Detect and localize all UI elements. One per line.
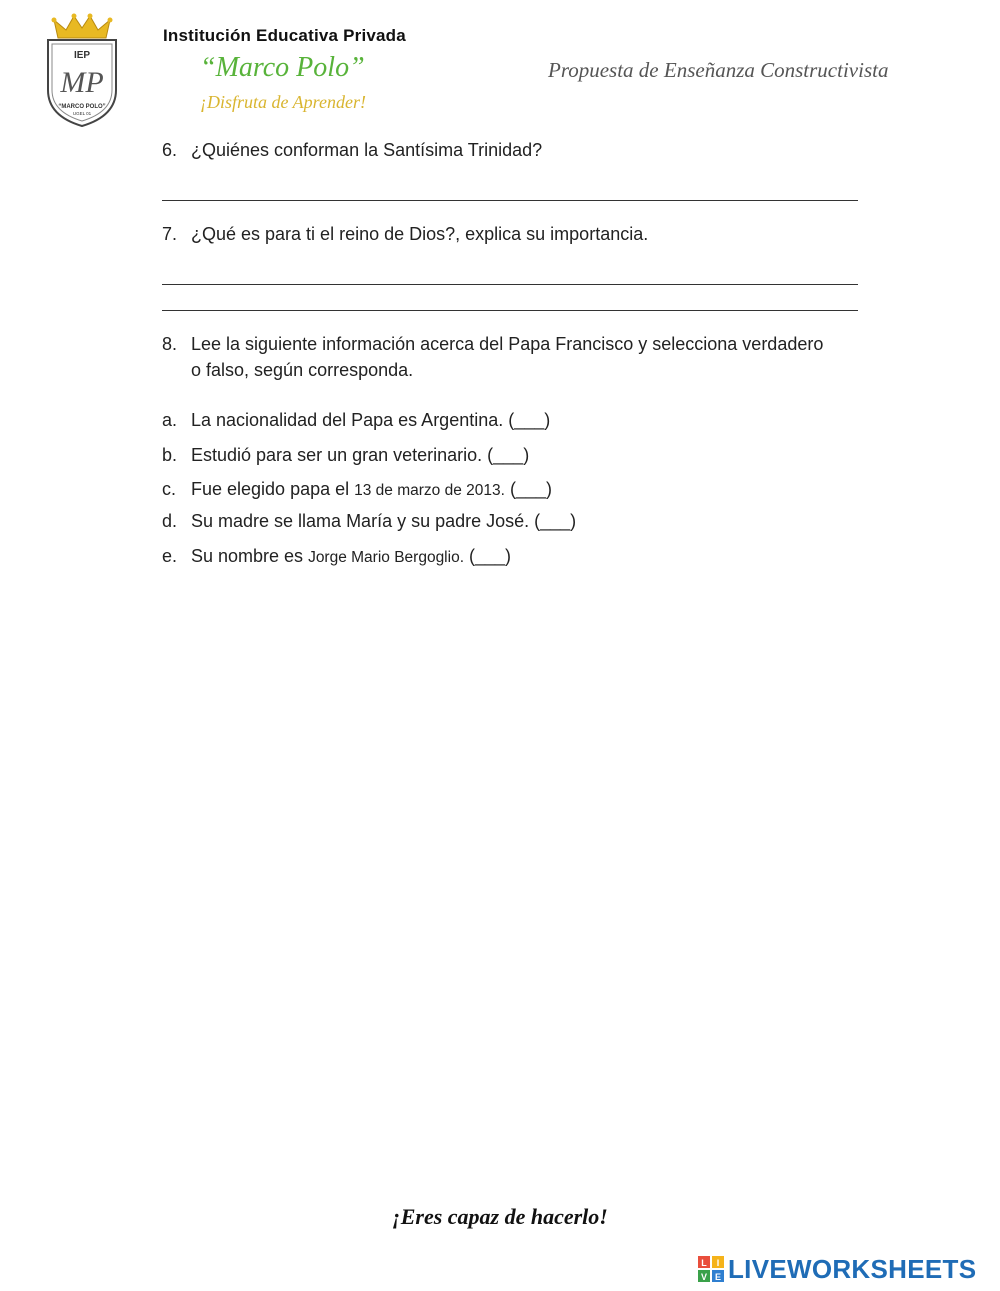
question-text: Lee la siguiente información acerca del Papa Francisco y selecciona verdadero o falso, según corresponda. bbox=[191, 334, 824, 380]
question-number: 8. bbox=[162, 334, 178, 354]
svg-text:E: E bbox=[714, 1272, 722, 1282]
option-letter: d. bbox=[162, 511, 178, 531]
question-number: 6. bbox=[162, 140, 178, 160]
question-8 bbox=[162, 331, 831, 383]
option-date: 13 de marzo de 2013. bbox=[354, 482, 505, 499]
svg-text:L: L bbox=[701, 1258, 707, 1268]
option-c bbox=[162, 479, 552, 500]
school-slogan: ¡Disfruta de Aprender! bbox=[200, 92, 366, 112]
svg-text:I: I bbox=[716, 1258, 720, 1268]
question-7 bbox=[162, 221, 831, 247]
proposal-title: Propuesta de Enseñanza Constructivista bbox=[548, 58, 889, 82]
question-text: ¿Quiénes conforman la Santísima Trinidad? bbox=[191, 140, 543, 160]
option-blank[interactable]: (___) bbox=[504, 479, 552, 499]
option-letter: c. bbox=[162, 479, 177, 499]
liveworksheets-brand[interactable] bbox=[698, 1254, 976, 1284]
option-d bbox=[162, 511, 576, 532]
logo-bottom-text: “MARCO POLO” bbox=[58, 104, 106, 110]
option-e bbox=[162, 546, 511, 567]
option-text: La nacionalidad del Papa es Argentina. (___) bbox=[191, 410, 551, 430]
option-text: Estudió para ser un gran veterinario. (___) bbox=[191, 445, 530, 465]
encouragement-message: ¡Eres capaz de hacerlo! bbox=[392, 1204, 608, 1229]
question-6 bbox=[162, 137, 831, 163]
option-text: Su madre se llama María y su padre José. (___) bbox=[191, 511, 577, 531]
option-name: Jorge Mario Bergoglio. bbox=[308, 549, 465, 566]
institution-name: Institución Educativa Privada bbox=[163, 26, 406, 45]
question-text: ¿Qué es para ti el reino de Dios?, explica su importancia. bbox=[191, 224, 649, 244]
option-letter: e. bbox=[162, 546, 178, 566]
logo-sub-text: UGEL 01 bbox=[72, 111, 92, 116]
liveworksheets-icon bbox=[698, 1256, 724, 1282]
option-a bbox=[162, 410, 550, 431]
school-logo bbox=[40, 12, 124, 130]
question-number: 7. bbox=[162, 224, 178, 244]
option-text: Fue elegido papa el bbox=[191, 479, 355, 499]
school-name: “Marco Polo” bbox=[200, 52, 365, 83]
option-blank[interactable]: (___) bbox=[464, 546, 512, 566]
option-b bbox=[162, 445, 529, 466]
logo-iep-text: IEP bbox=[73, 50, 91, 61]
svg-text:V: V bbox=[700, 1272, 708, 1282]
answer-line-7a[interactable] bbox=[162, 284, 858, 285]
option-letter: a. bbox=[162, 410, 178, 430]
option-text: Su nombre es bbox=[191, 546, 309, 566]
answer-line-7b[interactable] bbox=[162, 310, 858, 311]
option-letter: b. bbox=[162, 445, 178, 465]
liveworksheets-label: LIVEWORKSHEETS bbox=[728, 1253, 977, 1284]
answer-line-6[interactable] bbox=[162, 200, 858, 201]
logo-monogram: MP bbox=[60, 66, 104, 99]
